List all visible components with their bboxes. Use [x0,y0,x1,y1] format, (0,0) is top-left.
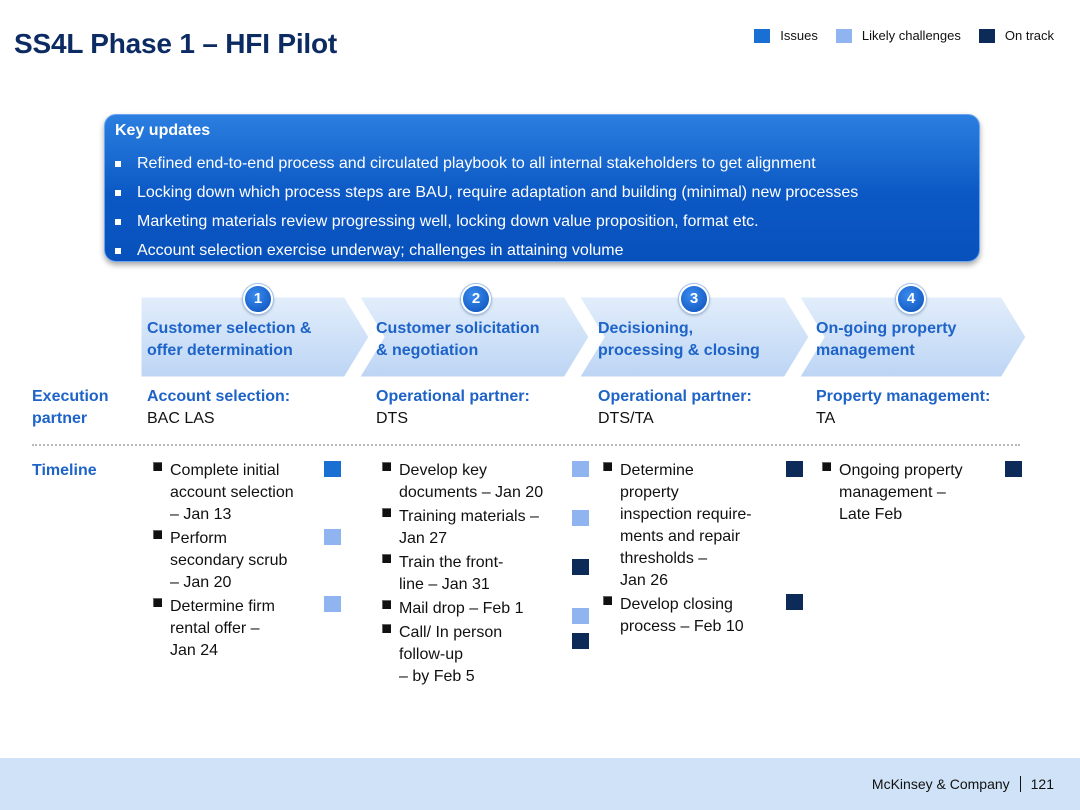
timeline-task [382,598,572,620]
phase-title-line: offer determination [147,342,293,359]
timeline-task [153,528,323,594]
task-line: Complete initial [170,462,280,479]
phase-title-line: Customer selection & [147,320,312,337]
partner-label: Property management: [816,388,991,405]
bullet-icon [153,530,162,539]
task-line: secondary scrub [170,552,288,569]
task-line: – Jan 20 [170,574,232,591]
partner-label: Operational partner: [376,388,530,405]
phase-number-badge: 1 [243,284,273,314]
timeline-column [603,460,783,640]
timeline-task [153,596,323,662]
task-line: process – Feb 10 [620,618,744,635]
timeline-task [382,460,572,504]
legend-item-issues [754,28,818,43]
partner-label: Operational partner: [598,388,752,405]
timeline-task [603,460,783,592]
key-update-text: Account selection exercise underway; challenges in attaining volume [137,242,624,259]
status-legend [754,28,1054,43]
task-line: Training materials – [399,508,539,525]
task-line: Late Feb [839,506,903,523]
row-label-line: Execution [32,388,109,405]
phase-title-line: processing & closing [598,342,760,359]
key-update-text: Refined end-to-end process and circulated playbook to all internal stakeholders to get alignment [137,155,816,172]
bullet-icon [115,219,121,225]
task-line: – Jan 13 [170,506,232,523]
timeline-task [382,552,572,596]
execution-partner [376,386,530,430]
execution-partner [816,386,990,430]
status-on-track-icon [786,594,803,610]
footer-company: McKinsey & Company [871,776,1010,792]
timeline-label: Timeline [32,462,97,479]
status-likely-challenge-icon [572,510,589,526]
key-updates-box [104,114,980,262]
bullet-icon [382,462,391,471]
key-update-item [115,149,858,178]
key-update-item [115,207,858,236]
page-number: 121 [1030,776,1054,792]
status-likely-challenge-icon [324,529,341,545]
status-issue-icon [324,461,341,477]
execution-partner [598,386,752,430]
section-divider [32,444,1020,446]
partner-label: Account selection: [147,388,291,405]
timeline-task [382,506,572,550]
phase-title [376,318,540,362]
phase-number-badge: 3 [679,284,709,314]
legend-label: On track [1004,28,1054,43]
status-on-track-icon [1005,461,1022,477]
task-line: Mail drop – Feb 1 [399,600,524,617]
timeline-column [822,460,1002,528]
phase-title-line: Customer solicitation [376,320,540,337]
row-label-line: partner [32,410,88,427]
task-line: property [620,484,679,501]
bullet-icon [115,248,121,254]
phase-title-line: management [816,342,915,359]
timeline-column [153,460,323,664]
phase-title [598,318,760,362]
phase-number-badge: 2 [461,284,491,314]
key-updates-list [115,149,858,265]
phase-title [816,318,956,362]
legend-swatch-on-track [979,29,995,43]
task-line: Jan 27 [399,530,448,547]
task-line: Call/ In person [399,624,503,641]
bullet-icon [382,600,391,609]
task-line: Jan 24 [170,642,219,659]
bullet-icon [382,624,391,633]
execution-partner-label [32,386,108,430]
task-line: follow-up [399,646,464,663]
legend-swatch-issues [754,29,770,43]
key-update-text: Marketing materials review progressing well, locking down value proposition, format etc. [137,213,759,230]
task-line: line – Jan 31 [399,576,490,593]
bullet-icon [822,462,831,471]
task-line: documents – Jan 20 [399,484,544,501]
timeline-column [382,460,572,690]
status-on-track-icon [572,633,589,649]
task-line: Jan 26 [620,572,669,589]
task-line: Determine firm [170,598,275,615]
key-update-text: Locking down which process steps are BAU, require adaptation and building (minimal) new processes [137,184,859,201]
status-likely-challenge-icon [572,608,589,624]
bullet-icon [115,161,121,167]
key-update-item [115,236,858,265]
legend-label: Issues [780,28,818,43]
timeline-task [382,622,572,688]
timeline-task [153,460,323,526]
phase-title [147,318,311,362]
status-on-track-icon [786,461,803,477]
task-line: Determine [620,462,694,479]
partner-value: TA [816,410,836,427]
task-line: ments and repair [620,528,741,545]
legend-swatch-likely-challenges [836,29,852,43]
task-line: rental offer – [170,620,260,637]
phase-title-line: On-going property [816,320,957,337]
task-line: – by Feb 5 [399,668,475,685]
status-on-track-icon [572,559,589,575]
legend-item-likely-challenges [836,28,961,43]
execution-partner [147,386,290,430]
task-line: Ongoing property [839,462,963,479]
task-line: inspection require- [620,506,752,523]
legend-item-on-track [979,28,1054,43]
footer-separator [1020,776,1021,792]
phase-title-line: & negotiation [376,342,479,359]
task-line: Develop closing [620,596,733,613]
phase-number-badge: 4 [896,284,926,314]
task-line: Develop key [399,462,488,479]
timeline-task [603,594,783,638]
bullet-icon [153,462,162,471]
bullet-icon [382,508,391,517]
partner-value: DTS/TA [598,410,654,427]
status-likely-challenge-icon [572,461,589,477]
bullet-icon [153,598,162,607]
partner-value: DTS [376,410,408,427]
partner-value: BAC LAS [147,410,215,427]
footer [872,776,1054,792]
task-line: Perform [170,530,227,547]
page-title: SS4L Phase 1 – HFI Pilot [14,28,338,59]
bullet-icon [603,462,612,471]
task-line: account selection [170,484,294,501]
task-line: thresholds – [620,550,708,567]
timeline-task [822,460,1002,526]
key-update-item [115,178,858,207]
bullet-icon [115,190,121,196]
phase-title-line: Decisioning, [598,320,694,337]
task-line: Train the front- [399,554,504,571]
task-line: management – [839,484,946,501]
bullet-icon [603,596,612,605]
key-updates-title: Key updates [115,122,211,139]
status-likely-challenge-icon [324,596,341,612]
bullet-icon [382,554,391,563]
legend-label: Likely challenges [861,28,961,43]
